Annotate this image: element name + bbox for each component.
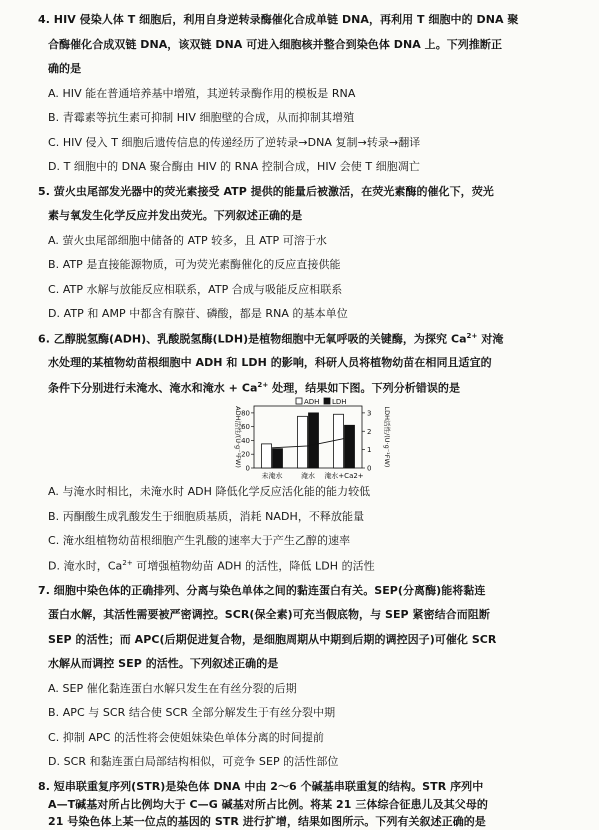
q5-option-d: D. ATP 和 AMP 中都含有腺苷、磷酸，都是 RNA 的基本单位 (48, 307, 348, 320)
q7-option-a: A. SEP 催化黏连蛋白水解只发生在有丝分裂的后期 (48, 682, 297, 695)
calcium-superscript: 2+ (257, 381, 269, 389)
category-label: 淹水+Ca2+ (324, 472, 364, 480)
left-tick-label: 60 (241, 423, 250, 432)
legend-label-ldh: LDH (332, 398, 347, 406)
left-tick-label: 80 (241, 409, 250, 418)
q5-option-b: B. ATP 是直接能源物质，可为荧光素酶催化的反应直接供能 (48, 258, 341, 271)
q6-stem-line-3 (48, 382, 460, 394)
bar-adh (262, 444, 272, 468)
q8-stem-line-1: 8. 短串联重复序列(STR)是染色体 DNA 中由 2～6 个碱基串联重复的结构。STR 序列中 (38, 780, 484, 793)
category-label: 淹水 (301, 472, 315, 480)
q6-option-a: A. 与淹水时相比，未淹水时 ADH 降低化学反应活化能的能力较低 (48, 485, 371, 498)
left-tick-label: 20 (241, 450, 250, 459)
calcium-superscript: 2+ (466, 332, 478, 340)
q4-option-c: C. HIV 侵入 T 细胞后遗传信息的传递经历了逆转录→DNA 复制→转录→翻译 (48, 136, 421, 149)
q6-option-d-b: 可增强植物幼苗 ADH 的活性，降低 LDH 的活性 (132, 559, 375, 573)
q4-stem-line-1: 4. HIV 侵染人体 T 细胞后，利用自身逆转录酶催化合成单链 DNA，再利用 T 细胞中的 DNA 聚 (38, 13, 519, 26)
q7-stem-line-1: 7. 细胞中染色体的正确排列、分离与染色单体之间的黏连蛋白有关。SEP(分离酶)能将黏连 (38, 584, 486, 597)
right-tick-label: 2 (367, 427, 372, 436)
q6-stem-line-3-b: 处理，结果如下图。下列分析错误的是 (268, 381, 460, 395)
q7-stem-line-2: 蛋白水解，其活性需要被严密调控。SCR(保全素)可充当假底物，与 SEP 紧密结合而阻断 (48, 608, 490, 621)
q5-stem-line-2: 素与氧发生化学反应并发出荧光。下列叙述正确的是 (48, 209, 303, 222)
right-tick-label: 3 (367, 409, 372, 418)
q6-stem-line-2: 水处理的某植物幼苗根细胞中 ADH 和 LDH 的影响，科研人员将植物幼苗在相同且适宜的 (48, 356, 492, 369)
bar-ldh (345, 425, 355, 468)
q8-stem-line-2: A—T碱基对所占比例均大于 C—G 碱基对所占比例。将某 21 三体综合征患儿及其父母的 (48, 798, 488, 811)
q6-stem-line-1-b: 对淹 (477, 332, 504, 346)
calcium-superscript: 2+ (122, 559, 133, 567)
q6-option-b: B. 丙酮酸生成乳酸发生于细胞质基质，消耗 NADH，不释放能量 (48, 510, 365, 523)
q4-option-a: A. HIV 能在普通培养基中增殖，其逆转录酶作用的模板是 RNA (48, 87, 356, 100)
q6-stem-line-1 (38, 333, 503, 345)
q5-stem-line-1: 5. 萤火虫尾部发光器中的荧光素接受 ATP 提供的能量后被激活，在荧光素酶的催化下，荧光 (38, 185, 494, 198)
q4-stem-line-3: 确的是 (48, 62, 82, 75)
q4-option-b: B. 青霉素等抗生素可抑制 HIV 细胞壁的合成，从而抑制其增殖 (48, 111, 355, 124)
right-tick-label: 0 (367, 464, 372, 473)
bar-adh (334, 414, 344, 468)
q7-option-c: C. 抑制 APC 的活性将会使姐妹染色单体分离的时间提前 (48, 731, 324, 744)
bar-ldh (273, 449, 283, 468)
left-tick-label: 40 (241, 436, 250, 445)
legend-label-adh: ADH (304, 398, 320, 406)
bar-adh (298, 416, 308, 468)
left-tick-label: 0 (245, 464, 250, 473)
q7-option-b: B. APC 与 SCR 结合使 SCR 全部分解发生于有丝分裂中期 (48, 706, 336, 719)
q7-stem-line-4: 水解从而调控 SEP 的活性。下列叙述正确的是 (48, 657, 279, 670)
right-tick-label: 1 (367, 446, 372, 455)
q7-option-d: D. SCR 和黏连蛋白局部结构相似，可竞争 SEP 的活性部位 (48, 755, 339, 768)
legend-swatch-ldh (324, 398, 330, 404)
legend-swatch-adh (296, 398, 302, 404)
q6-stem-line-3-a: 条件下分别进行未淹水、淹水和淹水 + Ca (48, 381, 258, 395)
category-label: 未淹水 (261, 472, 283, 480)
q6-option-d-a: D. 淹水时，Ca (48, 559, 123, 573)
q6-stem-line-1-a: 6. 乙醇脱氢酶(ADH)、乳酸脱氢酶(LDH)是植物细胞中无氧呼吸的关键酶，为探究 Ca (38, 332, 467, 346)
q4-stem-line-2: 合酶催化合成双链 DNA，该双链 DNA 可进入细胞核并整合到染色体 DNA 上。下列推断正 (48, 38, 502, 51)
q8-stem-line-3: 21 号染色体上某一位点的基因的 STR 进行扩增，结果如图所示。下列有关叙述正确的是 (48, 815, 486, 828)
q6-option-c: C. 淹水组植物幼苗根细胞产生乳酸的速率大于产生乙醇的速率 (48, 534, 351, 547)
q5-option-a: A. 萤火虫尾部细胞中储备的 ATP 较多，且 ATP 可溶于水 (48, 234, 327, 247)
q4-option-d: D. T 细胞中的 DNA 聚合酶由 HIV 的 RNA 控制合成，HIV 会使 T 细胞凋亡 (48, 160, 420, 173)
y-axis-label-left: ADH活性/(U·g⁻¹FW) (234, 406, 242, 468)
enzyme-activity-chart (222, 396, 394, 496)
q7-stem-line-3: SEP 的活性；而 APC(后期促进复合物，是细胞周期从中期到后期的调控因子)可催化 SCR (48, 633, 497, 646)
q5-option-c: C. ATP 水解与放能反应相联系，ATP 合成与吸能反应相联系 (48, 283, 343, 296)
q6-option-d (48, 560, 375, 572)
y-axis-label-right: LDH活性/(U·g⁻¹FW) (383, 406, 391, 468)
bar-ldh (309, 413, 319, 468)
